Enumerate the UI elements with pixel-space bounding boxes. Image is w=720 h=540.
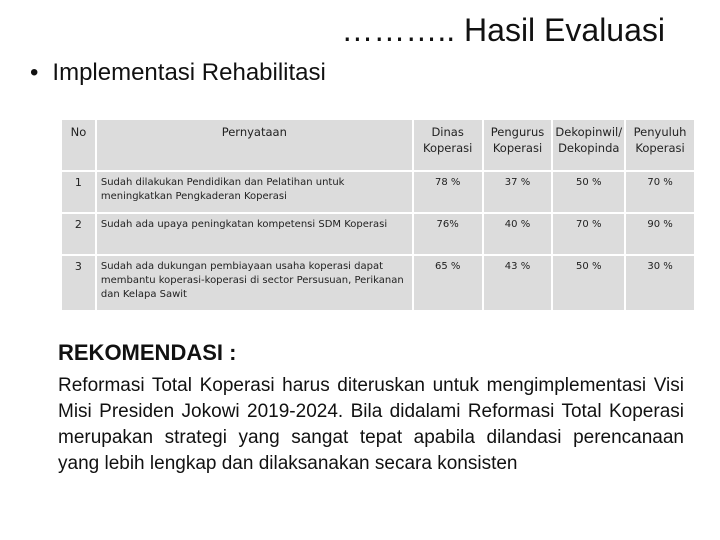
header-no: No	[62, 120, 95, 170]
row-value-dinas: 78 %	[414, 172, 482, 212]
table-row	[62, 256, 694, 310]
bullet-item	[30, 56, 326, 90]
header-statement: Pernyataan	[97, 120, 412, 170]
row-value-dinas: 76%	[414, 214, 482, 254]
header-penyuluh-koperasi: Penyuluh Koperasi	[626, 120, 694, 170]
table-row	[62, 214, 694, 254]
bullet-text: Implementasi Rehabilitasi	[52, 59, 326, 86]
slide-title: ……….. Hasil Evaluasi	[341, 12, 665, 48]
row-value-penyuluh: 70 %	[626, 172, 694, 212]
row-statement: Sudah dilakukan Pendidikan dan Pelatihan untuk meningkatkan Pengkaderan Koperasi	[97, 172, 412, 212]
row-value-pengurus: 37 %	[484, 172, 552, 212]
recommendation-text: Reformasi Total Koperasi harus diteruskan untuk mengimplementasi Visi Misi Presiden Jokowi 2019-2024. Bila didalami Reformasi Total Koperasi merupakan strategi yang sangat tepat apabila dilandasi perencanaan yang lebih lengkap dan dilaksanakan secara konsisten	[58, 375, 684, 474]
row-value-penyuluh: 90 %	[626, 214, 694, 254]
row-number: 1	[62, 172, 95, 212]
row-value-pengurus: 43 %	[484, 256, 552, 310]
header-dinas-koperasi: Dinas Koperasi	[414, 120, 482, 170]
table-header-row	[62, 120, 694, 170]
row-value-penyuluh: 30 %	[626, 256, 694, 310]
recommendation-heading: REKOMENDASI :	[58, 340, 237, 365]
evaluation-table	[60, 118, 696, 312]
bullet-dot-icon: •	[30, 59, 39, 86]
header-pengurus-koperasi: Pengurus Koperasi	[484, 120, 552, 170]
row-value-pengurus: 40 %	[484, 214, 552, 254]
header-dekopinwil: Dekopinwil/ Dekopinda	[553, 120, 624, 170]
row-number: 2	[62, 214, 95, 254]
row-statement: Sudah ada dukungan pembiayaan usaha koperasi dapat membantu koperasi-koperasi di sector Persusuan, Perikanan dan Kelapa Sawit	[97, 256, 412, 310]
table-row	[62, 172, 694, 212]
row-statement: Sudah ada upaya peningkatan kompetensi SDM Koperasi	[97, 214, 412, 254]
row-number: 3	[62, 256, 95, 310]
row-value-dekopin: 50 %	[553, 256, 624, 310]
row-value-dinas: 65 %	[414, 256, 482, 310]
row-value-dekopin: 70 %	[553, 214, 624, 254]
row-value-dekopin: 50 %	[553, 172, 624, 212]
